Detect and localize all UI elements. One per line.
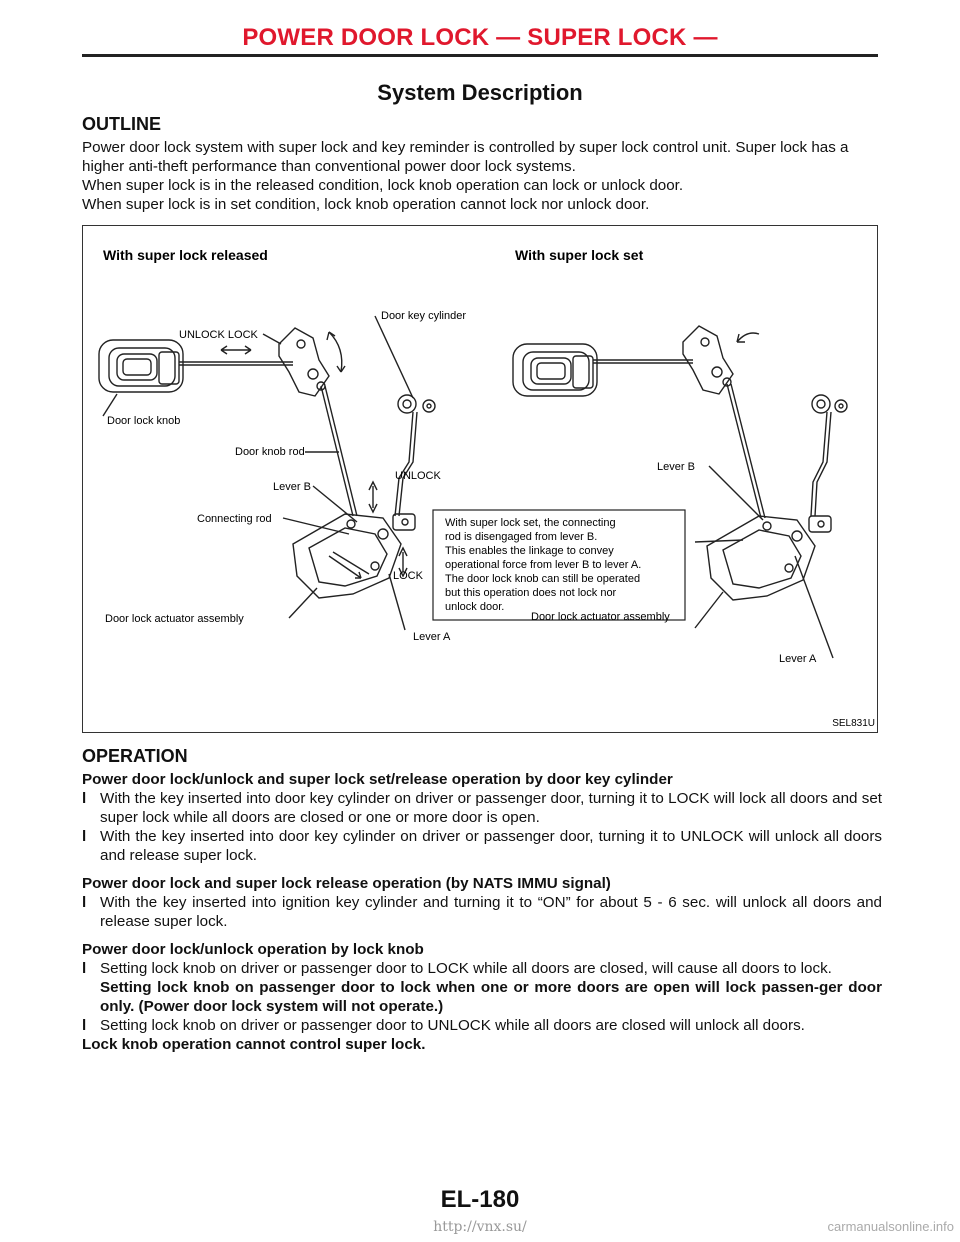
actuator-assembly-label: Door lock actuator assembly [105,613,244,625]
list-item-text: Setting lock knob on driver or passenger door to UNLOCK while all doors are closed will unlock all doors. [100,1017,805,1034]
page-title: System Description [377,80,583,105]
header-rule [82,54,878,57]
unlock-label: UNLOCK [395,470,441,482]
note-line: operational force from lever B to lever A. [445,559,642,571]
outline-text [82,138,882,214]
operation-text [82,770,882,1054]
bullet-icon: l [82,1017,87,1034]
operation-subheading: Power door lock/unlock and super lock set/release operation by door key cylinder [82,771,673,788]
note-line: but this operation does not lock nor [445,587,617,599]
footer-url[interactable]: http://vnx.su/ [433,1219,527,1235]
note-line: unlock door. [445,601,505,613]
list-item-text: With the key inserted into door key cylinder on driver or passenger door, turning it to LOCK will lock all doors and set super lock while all doors are closed or one or more door is open. [100,790,882,826]
door-lock-knob-label: Door lock knob [107,415,181,427]
operation-subheading: Power door lock/unlock operation by lock knob [82,941,424,958]
lever-a-label: Lever A [413,631,451,643]
bullet-icon: l [82,790,87,807]
list-item [82,1016,882,1035]
bullet-icon: l [82,828,87,845]
operation-heading: OPERATION [82,746,188,766]
note-line: This enables the linkage to convey [445,545,614,557]
list-item-text: With the key inserted into door key cylinder on driver or passenger door, turning it to UNLOCK will unlock all doors and release super lock. [100,828,882,864]
list-item [82,959,882,1016]
list-item-text: Setting lock knob on driver or passenger door to LOCK while all doors are closed, will cause all doors to lock. [100,960,832,977]
list-item [82,893,882,931]
left-mechanism-drawing [99,316,435,630]
watermark: carmanualsonline.info [827,1219,954,1234]
list-item-text: With the key inserted into ignition key cylinder and turning it to “ON” for about 5 - 6 sec. will unlock all doors and release super lock. [100,894,882,930]
super-lock-diagram [82,225,878,733]
list-item [82,789,882,827]
note-line: The door lock knob can still be operated [445,573,641,585]
outline-paragraph: When super lock is in set condition, lock knob operation cannot lock nor unlock door. [82,196,650,213]
closing-note: Lock knob operation cannot control super lock. [82,1036,426,1053]
outline-paragraph: Power door lock system with super lock and key reminder is controlled by super lock control unit. Super lock has a higher anti-theft performance than conventional power door lock systems. [82,139,849,175]
right-diagram-title: With super lock set [515,247,644,263]
running-header: POWER DOOR LOCK — SUPER LOCK — [242,24,718,51]
note-line: rod is disengaged from lever B. [445,531,598,543]
lock-label: LOCK [393,570,423,582]
list-item [82,827,882,865]
right-lever-a-label: Lever A [779,653,817,665]
bullet-icon: l [82,960,87,977]
outline-paragraph: When super lock is in the released condition, lock knob operation can lock or unlock door. [82,177,684,194]
right-lever-b-label: Lever B [657,461,695,473]
page-number: EL-180 [440,1186,520,1213]
bullet-icon: l [82,894,87,911]
left-diagram-title: With super lock released [103,247,268,263]
figure-code: SEL831U [832,718,875,729]
door-knob-rod-label: Door knob rod [235,446,305,458]
note-line: With super lock set, the connecting [445,517,616,529]
lever-b-label: Lever B [273,481,311,493]
operation-subheading: Power door lock and super lock release operation (by NATS IMMU signal) [82,875,611,892]
outline-heading: OUTLINE [82,114,161,134]
unlock-lock-label: UNLOCK LOCK [179,329,258,341]
list-item-bold-text: Setting lock knob on passenger door to lock when one or more doors are open will lock passen-ger door only. (Power door lock system will not operate.) [100,979,882,1015]
door-key-cylinder-label: Door key cylinder [381,310,466,322]
right-actuator-assembly-label: Door lock actuator assembly [531,611,670,623]
connecting-rod-label: Connecting rod [197,513,272,525]
